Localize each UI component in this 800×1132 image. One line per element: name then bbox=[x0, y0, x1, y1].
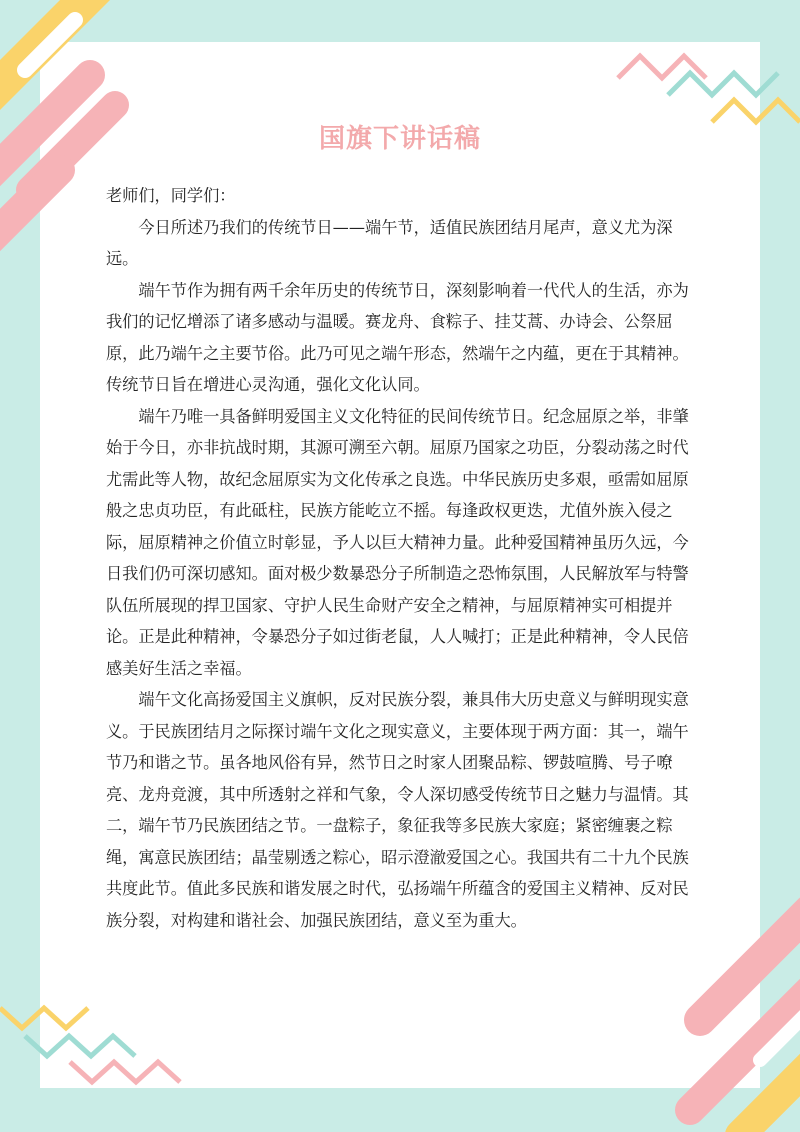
paragraph-2: 端午节作为拥有两千余年历史的传统节日，深刻影响着一代代人的生活，亦为我们的记忆增添了诸多感动与温暖。赛龙舟、食粽子、挂艾蒿、办诗会、公祭屈原，此乃端午之主要节俗。此乃可见之端午形态，然端午之内蕴，更在于其精神。传统节日旨在增进心灵沟通，强化文化认同。 bbox=[106, 280, 689, 394]
bottom-left-zigzags bbox=[0, 1008, 180, 1082]
document-title: 国旗下讲话稿 bbox=[318, 124, 481, 154]
greeting: 老师们，同学们： bbox=[106, 186, 236, 205]
paragraph-1: 今日所述乃我们的传统节日——端午节，适值民族团结月尾声，意义尤为深远。 bbox=[106, 217, 673, 268]
paragraph-4: 端午文化高扬爱国主义旗帜，反对民族分裂，兼具伟大历史意义与鲜明现实意义。于民族团结月之际探讨端午文化之现实意义，主要体现于两方面：其一，端午节乃和谐之节。虽各地风俗有异，然节日之时家人团聚品粽、锣鼓喧腾、号子嘹亮、龙舟竞渡，其中所透射之祥和气象，令人深切感受传统节日之魅力与温情。其二，端午节乃民族团结之节。一盘粽子，象征我等多民族大家庭；紧密缠裹之粽绳，寓意民族团结；晶莹剔透之粽心，昭示澄澈爱国之心。我国共有二十九个民族共度此节。值此多民族和谐发展之时代，弘扬端午所蕴含的爱国主义精神、反对民族分裂，对构建和谐社会、加强民族团结，意义至为重大。 bbox=[106, 690, 689, 930]
top-right-zigzags bbox=[618, 56, 800, 122]
bottom-right-stripes bbox=[690, 910, 800, 1132]
paragraph-3: 端午乃唯一具备鲜明爱国主义文化特征的民间传统节日。纪念屈原之举，非肇始于今日，亦非抗战时期，其源可溯至六朝。屈原乃国家之功臣，分裂动荡之时代尤需此等人物，故纪念屈原实为文化传承之良选。中华民族历史多艰，亟需如屈原般之忠贞功臣，有此砥柱，民族方能屹立不摇。每逢政权更迭，尤值外族入侵之际，屈原精神之价值立时彰显，予人以巨大精神力量。此种爱国精神虽历久远，今日我们仍可深切感知。面对极少数暴恐分子所制造之恐怖氛围，人民解放军与特警队伍所展现的捍卫国家、守护人民生命财产安全之精神，与屈原精神实可相提并论。正是此种精神，令暴恐分子如过街老鼠，人人喊打；正是此种精神，令人民倍感美好生活之幸福。 bbox=[106, 406, 689, 678]
speech-body bbox=[106, 180, 692, 936]
